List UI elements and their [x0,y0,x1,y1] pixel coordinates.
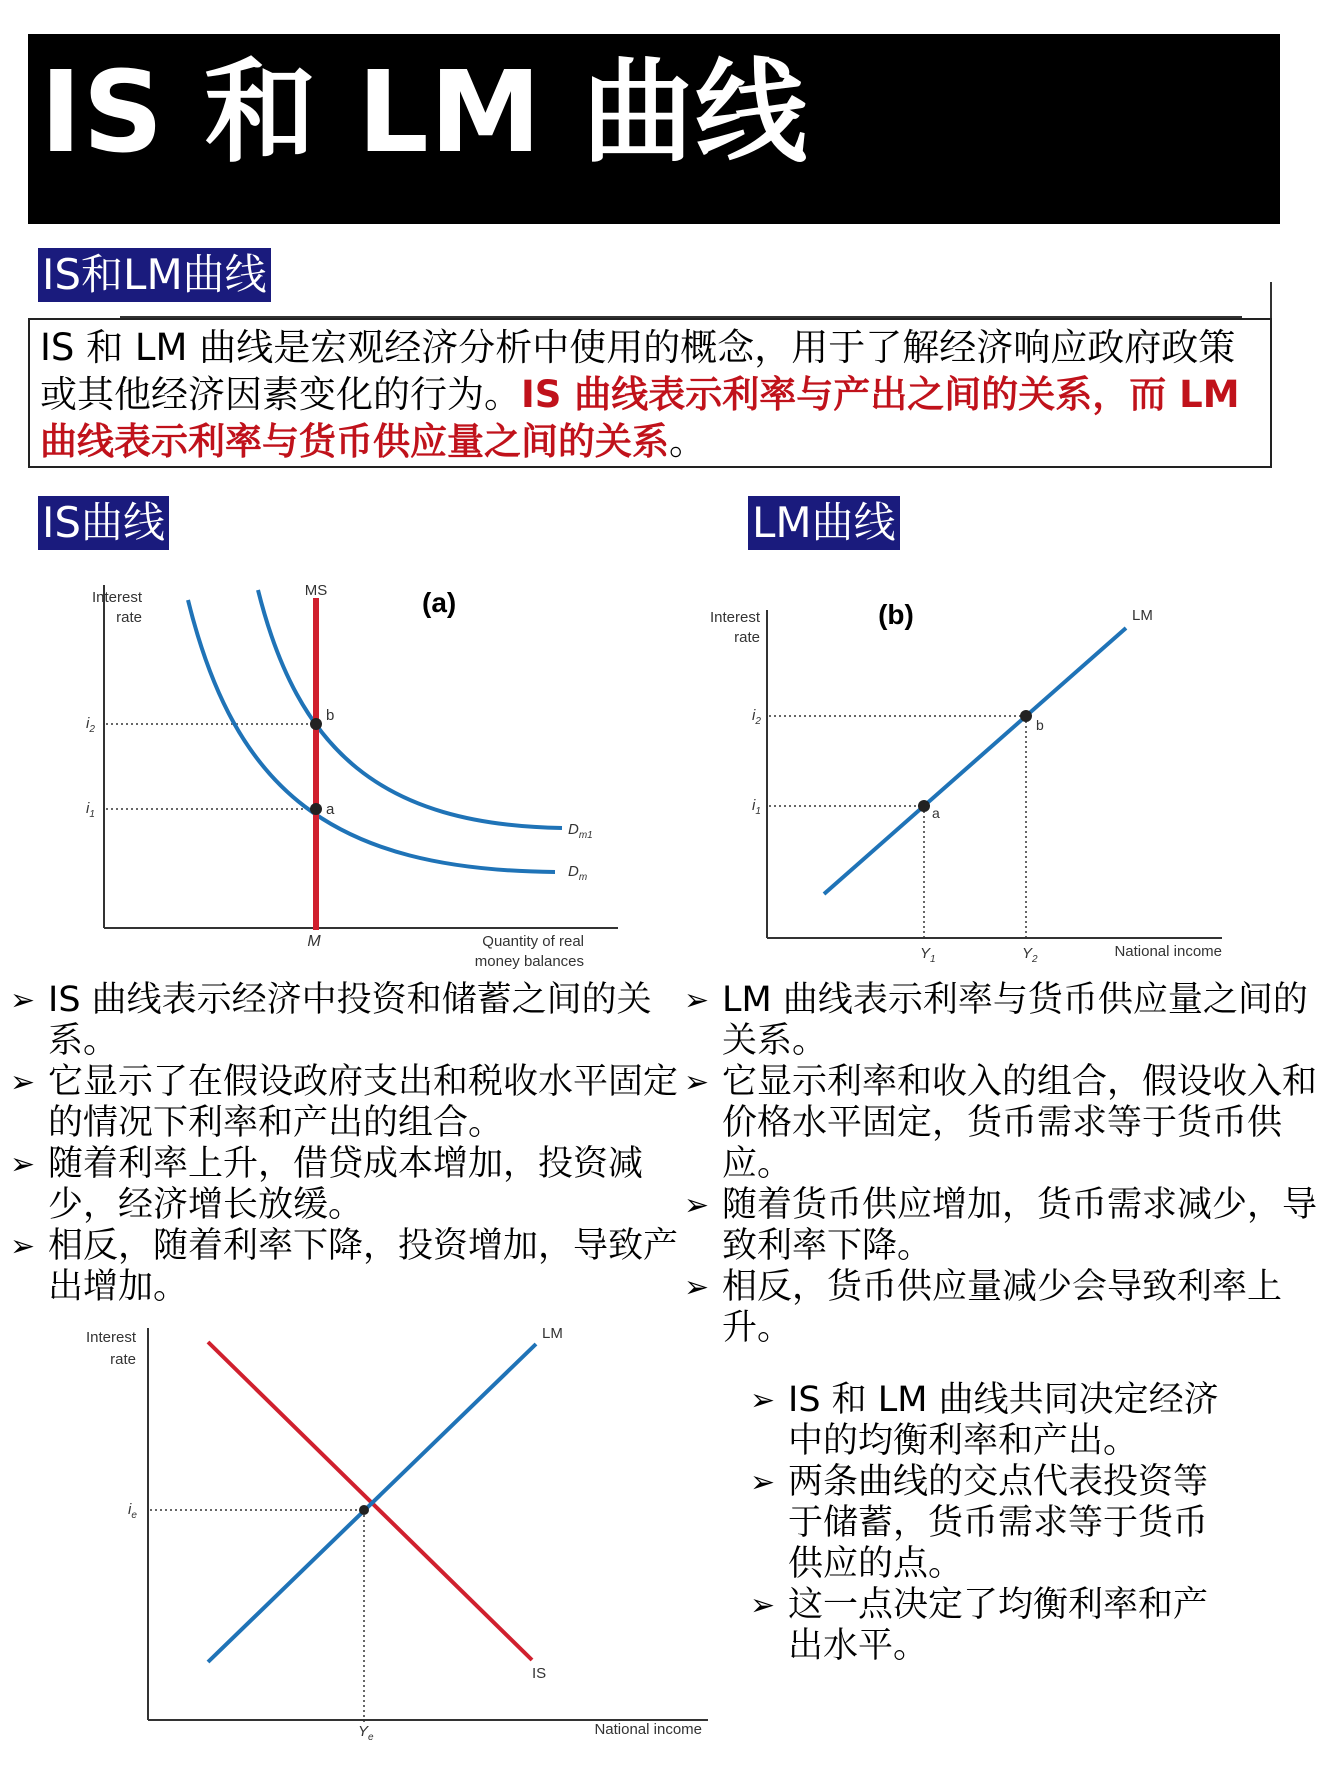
money-market-chart [30,580,630,980]
lm-bullet-list [684,980,1322,1349]
is-lm-chart [60,1322,720,1742]
tick-ie: $i_e$ [128,1501,137,1521]
label-b: b [1036,717,1044,733]
intro-tag: IS和LM曲线 [38,248,271,302]
point-b [1020,710,1032,722]
label-a: a [326,801,335,818]
label-lm: LM [542,1325,563,1342]
label-lm: LM [1132,607,1153,624]
tick-i2: $i_2$ [86,715,95,735]
tick-i1: $i_1$ [752,797,761,817]
ylabel-line1: Interest [91,589,142,606]
label-dm1: $D_{m1}$ [568,821,593,841]
list-item: ➢ 相反，货币供应量减少会导致利率上升。 [684,1267,1322,1349]
xlabel-line2: money balances [474,953,584,970]
lm-section-tag: LM曲线 [748,496,900,550]
list-item: ➢ 它显示利率和收入的组合，假设收入和价格水平固定，货币需求等于货币供应。 [684,1062,1322,1185]
label-b: b [326,707,335,724]
is-section-tag: IS曲线 [38,496,169,550]
label-dm: $D_m$ [568,863,588,883]
list-item: ➢ IS 和 LM 曲线共同决定经济中的均衡利率和产出。 [750,1380,1220,1462]
ylabel-line2: rate [110,1351,136,1368]
point-a [310,803,322,815]
label-ms: MS [304,582,328,599]
tick-y2: $Y_2$ [1022,945,1038,965]
chart-title: (b) [878,599,914,630]
tick-ye: $Y_e$ [358,1723,374,1742]
tick-y1: $Y_1$ [920,945,936,965]
list-item: ➢ LM 曲线表示利率与货币供应量之间的关系。 [684,980,1322,1062]
label-is: IS [532,1665,547,1682]
dm-curve [188,600,555,872]
intro-end: 。 [669,420,706,463]
tick-i1: $i_1$ [86,800,95,820]
intro-highlight: IS 曲线表示利率与产出之间的关系，而 LM 曲线表示利率与货币供应量之间的关系 [40,373,1240,463]
xlabel: National income [594,1721,702,1738]
intro-box [28,318,1272,468]
intro-text: IS 和 LM 曲线是宏观经济分析中使用的概念，用于了解经济响应政府政策或其他经济因素变化的行为。 [40,326,1236,416]
chart-title: (a) [422,587,457,618]
list-item: ➢ IS 曲线表示经济中投资和储蓄之间的关系。 [10,980,682,1062]
tick-m: M [307,933,321,950]
list-item: ➢ 随着货币供应增加，货币需求减少，导致利率下降。 [684,1185,1322,1267]
list-item: ➢ 相反，随着利率下降，投资增加，导致产出增加。 [10,1226,682,1308]
tick-i2: $i_2$ [752,707,761,727]
point-b [310,718,322,730]
title-bar [28,34,1280,224]
equilibrium-bullet-list [750,1380,1220,1667]
dm1-curve [258,590,562,828]
ylabel-line2: rate [734,629,760,646]
equilibrium-point [359,1505,369,1515]
list-item: ➢ 两条曲线的交点代表投资等于储蓄，货币需求等于货币供应的点。 [750,1462,1220,1585]
ylabel-line2: rate [116,609,142,626]
label-a: a [932,805,940,821]
page-title: IS 和 LM 曲线 [40,48,809,178]
ylabel-line1: Interest [85,1329,136,1346]
lm-chart [700,596,1260,970]
ylabel-line1: Interest [709,609,760,626]
lm-line [824,628,1126,894]
list-item: ➢ 它显示了在假设政府支出和税收水平固定的情况下利率和产出的组合。 [10,1062,682,1144]
xlabel-line1: Quantity of real [482,933,584,950]
xlabel: National income [1114,943,1222,960]
is-bullet-list [10,980,682,1308]
point-a [918,800,930,812]
list-item: ➢ 这一点决定了均衡利率和产出水平。 [750,1585,1220,1667]
list-item: ➢ 随着利率上升，借贷成本增加，投资减少，经济增长放缓。 [10,1144,682,1226]
